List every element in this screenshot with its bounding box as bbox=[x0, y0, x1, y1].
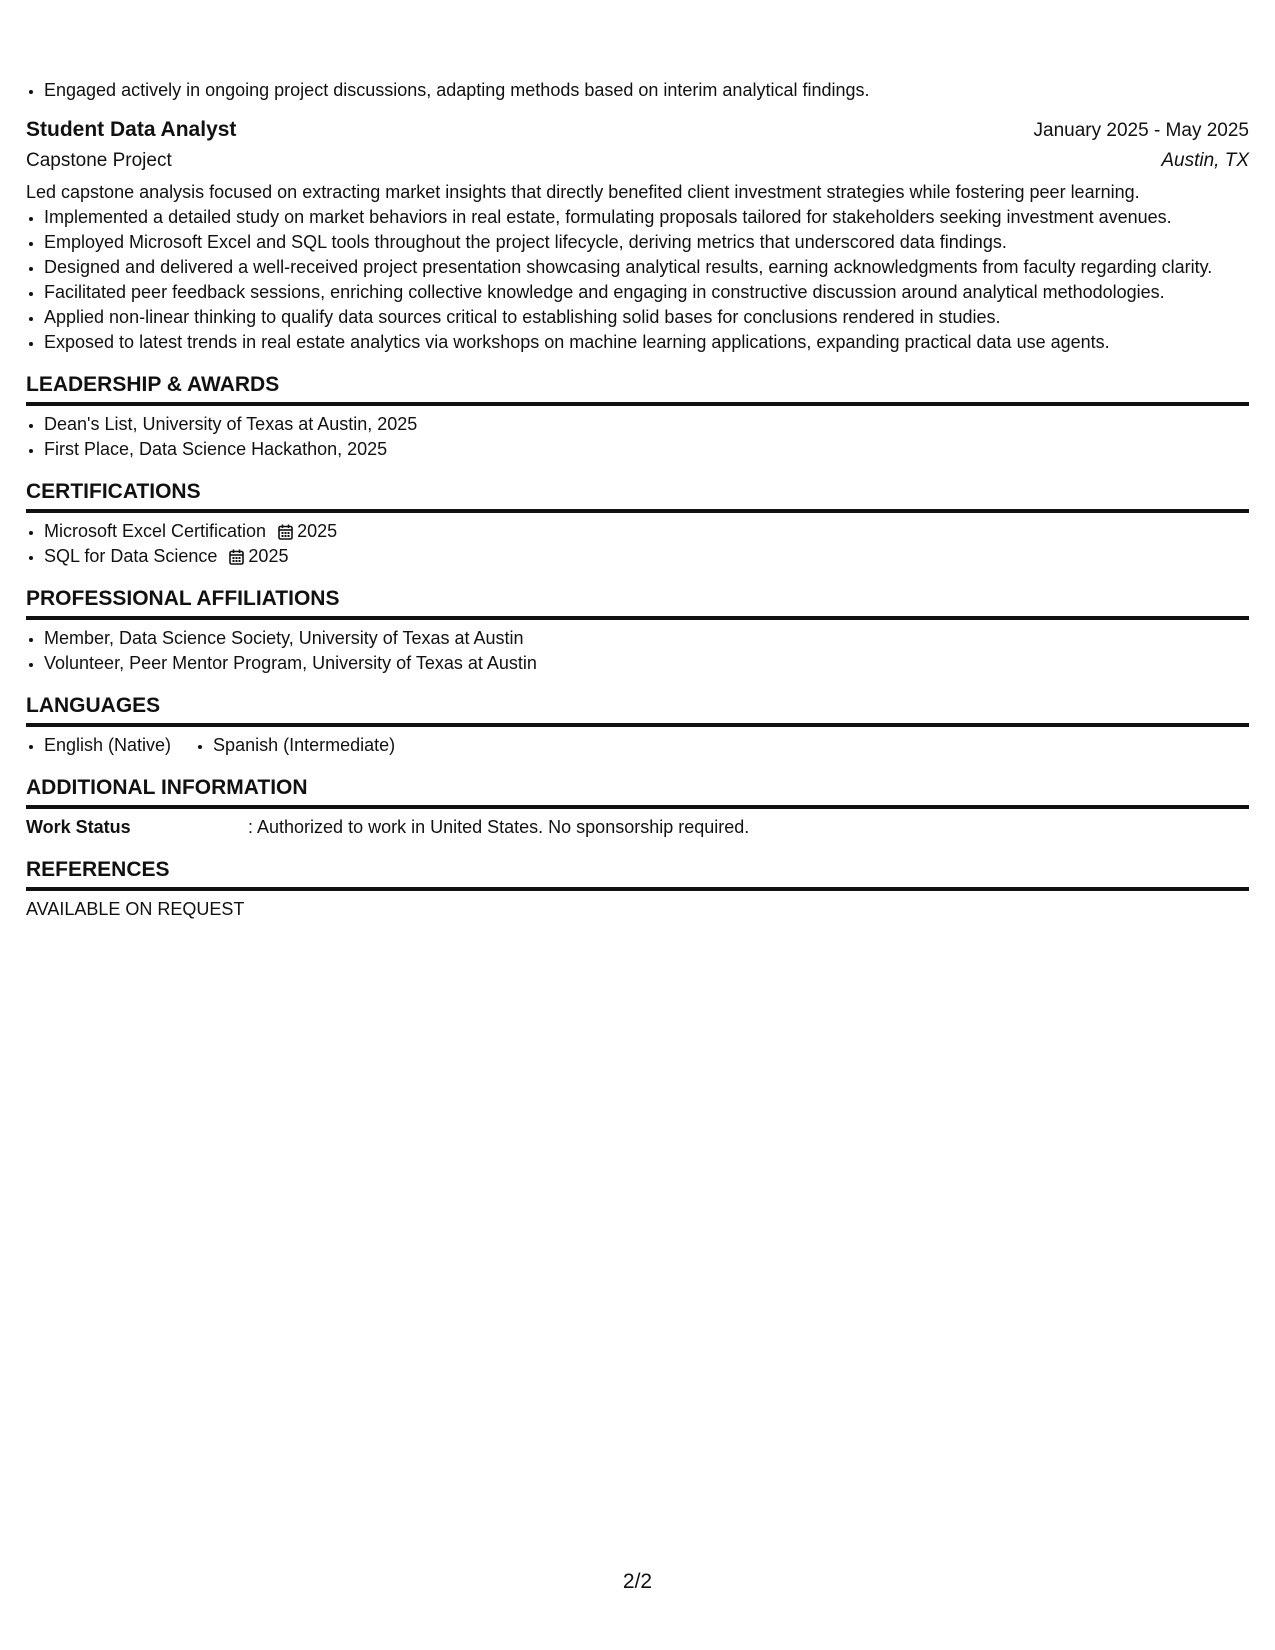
list-item: • Volunteer, Peer Mentor Program, University of Texas at Austin bbox=[44, 651, 1249, 676]
list-item: • Designed and delivered a well-received project presentation showcasing analytical results, earning acknowledgments from faculty regarding clarity. bbox=[44, 255, 1249, 280]
certification-name: • Microsoft Excel Certification bbox=[44, 521, 267, 541]
section-heading-references: REFERENCES bbox=[26, 856, 1249, 891]
section-heading-leadership: LEADERSHIP & AWARDS bbox=[26, 371, 1249, 406]
job-location: Austin, TX bbox=[1161, 150, 1249, 171]
list-item: • Engaged actively in ongoing project discussions, adapting methods based on interim analytical findings. bbox=[44, 78, 1249, 103]
job-header bbox=[26, 115, 1249, 146]
previous-bullet-list bbox=[26, 78, 1249, 103]
certifications-list bbox=[26, 519, 1249, 569]
work-status-value: : Authorized to work in United States. No sponsorship required. bbox=[248, 817, 750, 837]
references-text: AVAILABLE ON REQUEST bbox=[26, 899, 245, 919]
certification-year: 2025 bbox=[248, 546, 289, 566]
work-status-row bbox=[26, 815, 1249, 840]
certification-item bbox=[44, 544, 1249, 569]
list-item: • Implemented a detailed study on market behaviors in real estate, formulating proposals tailored for stakeholders seeking investment avenues. bbox=[44, 205, 1249, 230]
calendar-icon bbox=[229, 549, 244, 565]
affiliations-list bbox=[26, 626, 1249, 676]
list-item: • Employed Microsoft Excel and SQL tools throughout the project lifecycle, deriving metrics that underscored data findings. bbox=[44, 230, 1249, 255]
resume-page bbox=[26, 78, 1249, 922]
certification-item bbox=[44, 519, 1249, 544]
list-item: • Facilitated peer feedback sessions, enriching collective knowledge and engaging in constructive discussion around analytical methodologies. bbox=[44, 280, 1249, 305]
list-item: • Applied non-linear thinking to qualify data sources critical to establishing solid bases for conclusions rendered in studies. bbox=[44, 305, 1249, 330]
list-item: • Exposed to latest trends in real estate analytics via workshops on machine learning applications, expanding practical data use agents. bbox=[44, 330, 1249, 355]
experience-entry bbox=[26, 115, 1249, 355]
section-heading-languages: LANGUAGES bbox=[26, 692, 1249, 727]
list-item: • Member, Data Science Society, University of Texas at Austin bbox=[44, 626, 1249, 651]
list-item: • First Place, Data Science Hackathon, 2025 bbox=[44, 437, 1249, 462]
job-organization: Capstone Project bbox=[26, 150, 172, 171]
language-item: • Spanish (Intermediate) bbox=[213, 733, 395, 758]
list-item: • Dean's List, University of Texas at Austin, 2025 bbox=[44, 412, 1249, 437]
job-dates: January 2025 - May 2025 bbox=[1033, 120, 1249, 141]
languages-list bbox=[26, 733, 1249, 758]
calendar-icon bbox=[278, 524, 293, 540]
job-summary: Led capstone analysis focused on extracting market insights that directly benefited client investment strategies while fostering peer learning. bbox=[26, 182, 1140, 202]
certification-year: 2025 bbox=[297, 521, 338, 541]
job-title: Student Data Analyst bbox=[26, 118, 237, 141]
section-heading-affiliations: PROFESSIONAL AFFILIATIONS bbox=[26, 585, 1249, 620]
leadership-list bbox=[26, 412, 1249, 462]
language-item: • English (Native) bbox=[44, 733, 171, 758]
work-status-label: Work Status bbox=[26, 817, 131, 837]
job-subheader bbox=[26, 146, 1249, 176]
section-heading-certifications: CERTIFICATIONS bbox=[26, 478, 1249, 513]
job-bullet-list bbox=[26, 205, 1249, 355]
page-number: 2/2 bbox=[622, 1570, 653, 1593]
section-heading-additional-information: ADDITIONAL INFORMATION bbox=[26, 774, 1249, 809]
certification-name: • SQL for Data Science bbox=[44, 546, 218, 566]
